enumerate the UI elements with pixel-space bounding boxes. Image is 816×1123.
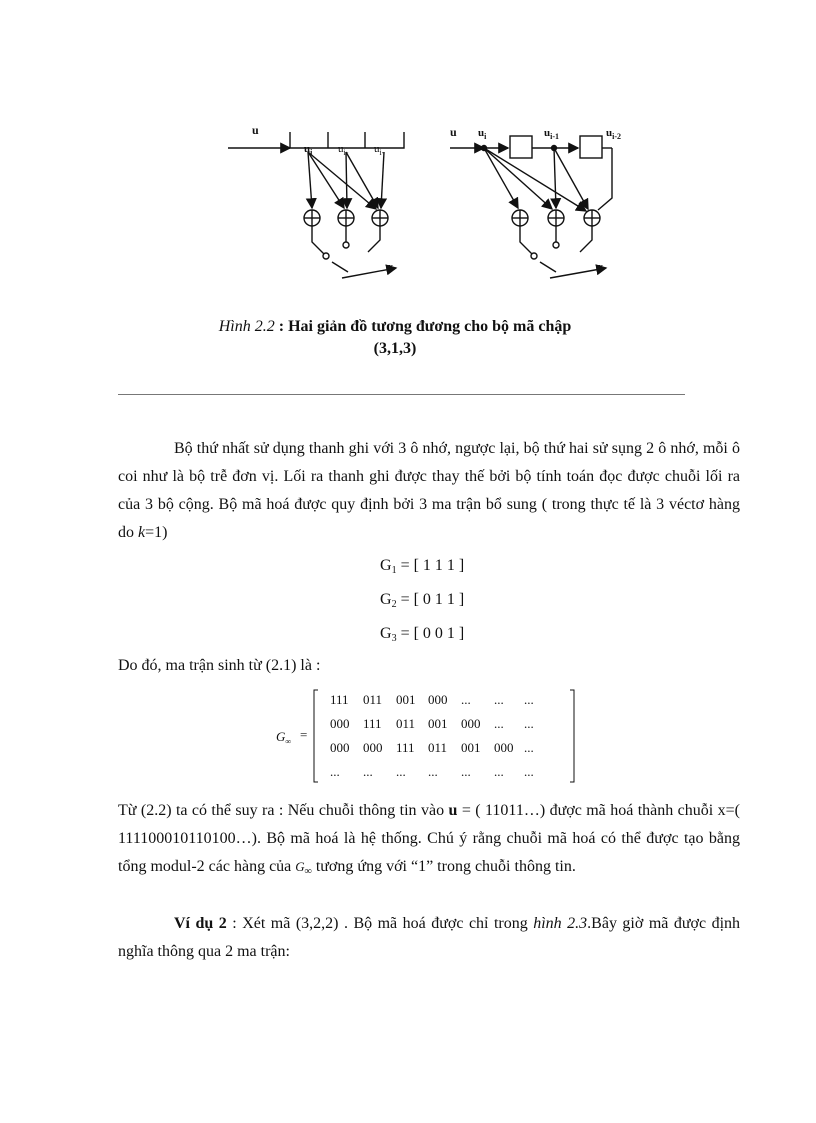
matrix-cell: ...: [363, 764, 373, 779]
matrix-cell: 111: [330, 692, 349, 707]
left-cell-2: $u_{i-}$: [338, 143, 349, 157]
matrix-cell: 011: [396, 716, 416, 731]
matrix-cell: ...: [428, 764, 438, 779]
matrix-cell: ...: [494, 764, 504, 779]
matrix-cell: 001: [396, 692, 416, 707]
equation-g1: $G_1$ = [ 1 1 1 ]: [380, 557, 465, 576]
matrix-cell: ...: [494, 692, 504, 707]
example-label: Ví dụ 2: [174, 915, 227, 932]
matrix-cell: ...: [494, 716, 504, 731]
right-tap-2: $u_{i-1}$: [544, 127, 560, 141]
left-cell-3: $u_{i-}$: [374, 143, 385, 157]
matrix-cell: 111: [396, 740, 415, 755]
caption-line2: (3,1,3): [373, 340, 417, 357]
paragraph-4: Ví dụ 2 : Xét mã (3,2,2) . Bộ mã hoá được chỉ trong hình 2.3.Bây giờ mã được định nghĩa thông qua 2 ma trận:: [118, 915, 741, 960]
matrix-cell: ...: [524, 764, 534, 779]
matrix-cell: ...: [461, 692, 471, 707]
figure-encoder-diagrams: [220, 118, 620, 288]
matrix-cell: 000: [461, 716, 481, 731]
matrix-cell: 000: [494, 740, 514, 755]
matrix-lhs: $G_\infty$: [276, 729, 292, 746]
matrix-cell: ...: [461, 764, 471, 779]
paragraph-1: Bộ thứ nhất sử dụng thanh ghi với 3 ô nhớ, ngược lại, bộ thứ hai sử sụng 2 ô nhớ, mỗi ô coi như là bộ trễ đơn vị. Lối ra thanh ghi được thay thế bởi bộ tính toán đọc được chuỗi lối ra của 3 bộ cộng. Bộ mã hoá được quy định bởi 3 ma trận bổ sung ( trong thực tế là 3 véctơ hàng do k=1): [118, 440, 740, 541]
generator-matrix: [268, 686, 588, 786]
caption-label: Hình 2.2: [218, 318, 275, 335]
matrix-cell: ...: [524, 740, 534, 755]
matrix-cell: 000: [363, 740, 383, 755]
matrix-cell: 011: [363, 692, 383, 707]
left-output-label: x: [388, 262, 393, 273]
right-tap-3: $u_{i-2}$: [606, 127, 622, 141]
left-cell-1: $u_i$: [304, 143, 313, 157]
figure-caption: Hình 2.2 : Hai giản đồ tương đương cho bộ mã chập (3,1,3): [218, 318, 572, 357]
matrix-cell: 000: [330, 716, 350, 731]
matrix-cell: ...: [524, 692, 534, 707]
matrix-cell: 001: [461, 740, 481, 755]
horizontal-divider: [118, 394, 685, 395]
matrix-cell: 011: [428, 740, 448, 755]
matrix-cell: 111: [363, 716, 382, 731]
matrix-cell: ...: [396, 764, 406, 779]
equation-g2: $G_2$ = [ 0 1 1 ]: [380, 591, 465, 610]
paragraph-3: Từ (2.2) ta có thể suy ra : Nếu chuỗi thông tin vào u = ( 11011…) được mã hoá thành chuỗi x=( 111100010110100…). Bộ mã hoá là hệ thống. Chú ý rằng chuỗi mã hoá có thể được tạo bằng tổng modul-2 các hàng của $G_\infty$ tương ứng với “1” trong chuỗi thông tin.: [118, 802, 740, 877]
figure-ref: hình 2.3: [533, 915, 588, 932]
right-input-label: u: [450, 125, 457, 139]
paragraph-2: Do đó, ma trận sinh từ (2.1) là :: [118, 657, 321, 674]
right-tap-1: $u_i$: [478, 127, 487, 141]
matrix-cell: 001: [428, 716, 448, 731]
matrix-cell: ...: [524, 716, 534, 731]
matrix-equals: =: [300, 727, 308, 742]
equation-g3: $G_3$ = [ 0 0 1 ]: [380, 625, 465, 644]
caption-line1: Hai giản đồ tương đương cho bộ mã chập: [288, 318, 572, 335]
left-input-label: u: [252, 123, 259, 137]
right-output-label: x: [598, 262, 603, 273]
matrix-cell: ...: [330, 764, 340, 779]
matrix-cell: 000: [330, 740, 350, 755]
matrix-cell: 000: [428, 692, 448, 707]
